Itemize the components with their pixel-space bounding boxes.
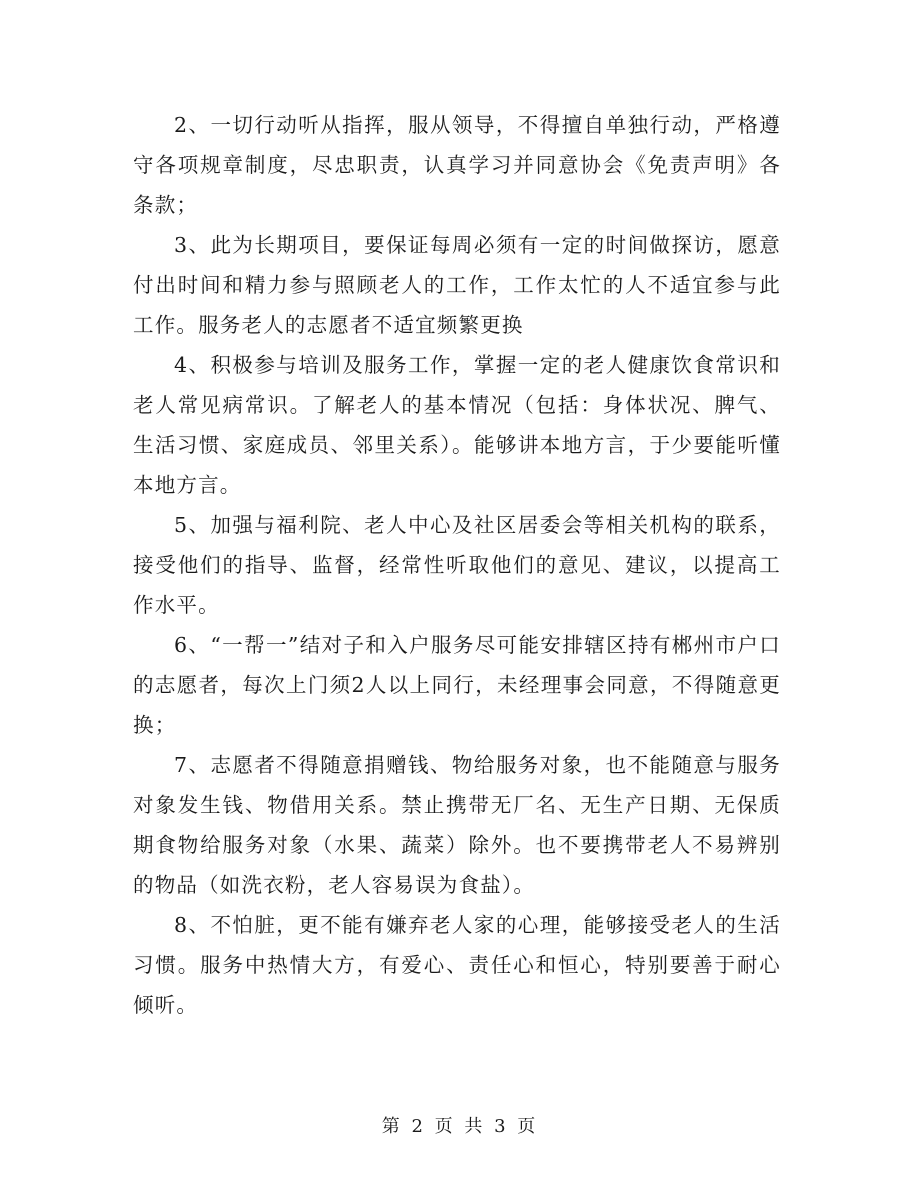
paragraph-6: 6、“一帮一”结对子和入户服务尽可能安排辖区持有郴州市户口的志愿者，每次上门须2人以上同行，未经理事会同意，不得随意更换； bbox=[133, 633, 781, 737]
document-body bbox=[133, 105, 781, 1025]
paragraph-5: 5、加强与福利院、老人中心及社区居委会等相关机构的联系，接受他们的指导、监督，经常性听取他们的意见、建议，以提高工作水平。 bbox=[133, 513, 781, 617]
paragraph-3: 3、此为长期项目，要保证每周必须有一定的时间做探访，愿意付出时间和精力参与照顾老人的工作，工作太忙的人不适宜参与此工作。服务老人的志愿者不适宜频繁更换 bbox=[133, 233, 781, 337]
page-number-footer: 第 2 页 共 3 页 bbox=[381, 1116, 539, 1137]
paragraph-7: 7、志愿者不得随意捐赠钱、物给服务对象，也不能随意与服务对象发生钱、物借用关系。禁止携带无厂名、无生产日期、无保质期食物给服务对象（水果、蔬菜）除外。也不要携带老人不易辨别的物品（如洗衣粉，老人容易误为食盐）。 bbox=[133, 753, 781, 897]
paragraph-8: 8、不怕脏，更不能有嫌弃老人家的心理，能够接受老人的生活习惯。服务中热情大方，有爱心、责任心和恒心，特别要善于耐心倾听。 bbox=[133, 913, 781, 1017]
paragraph-2: 2、一切行动听从指挥，服从领导，不得擅自单独行动，严格遵守各项规章制度，尽忠职责，认真学习并同意协会《免责声明》各条款； bbox=[133, 113, 781, 217]
paragraph-4: 4、积极参与培训及服务工作，掌握一定的老人健康饮食常识和老人常见病常识。了解老人的基本情况（包括：身体状况、脾气、生活习惯、家庭成员、邻里关系）。能够讲本地方言，于少要能听懂本地方言。 bbox=[133, 353, 781, 497]
